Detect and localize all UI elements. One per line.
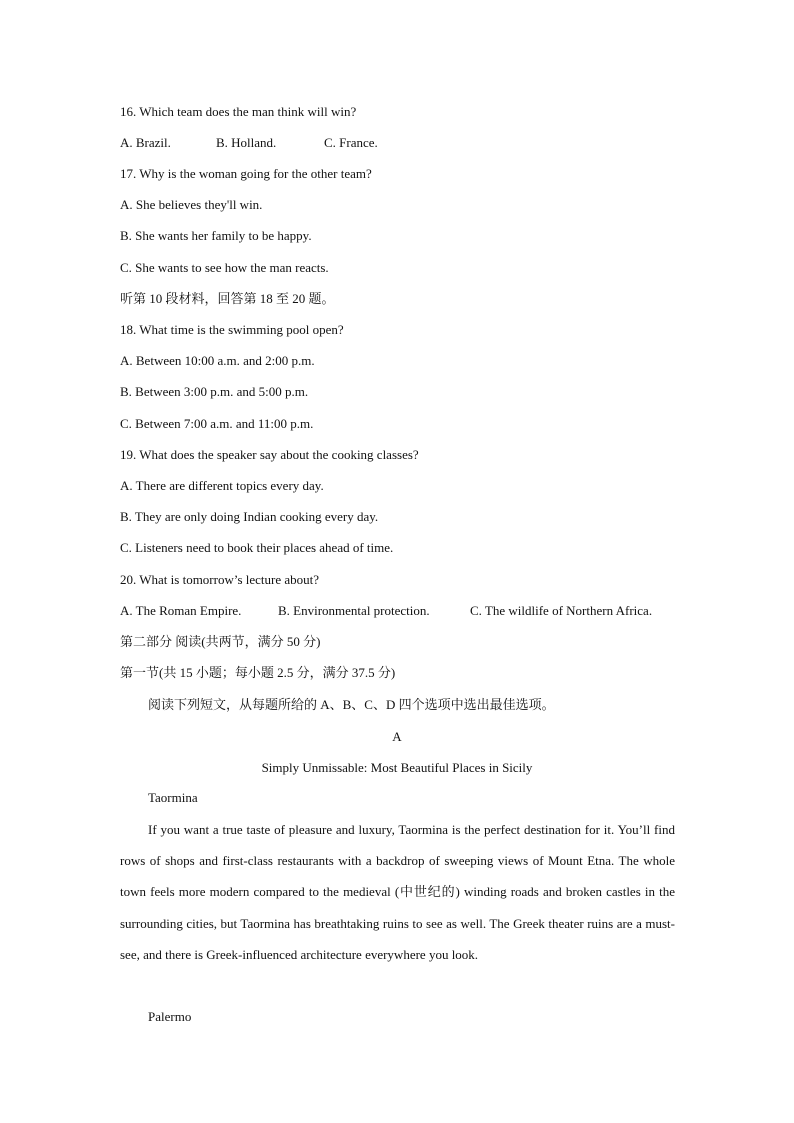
question-16-option-a: A. Brazil. bbox=[120, 135, 171, 150]
question-20-stem: 20. What is tomorrow’s lecture about? bbox=[120, 572, 320, 587]
section-1-heading: 第一节(共 15 小题；每小题 2.5 分，满分 37.5 分) bbox=[120, 665, 396, 680]
question-20-option-c: C. The wildlife of Northern Africa. bbox=[470, 603, 653, 618]
passage-paragraph-taormina bbox=[120, 814, 675, 970]
passage-title: Simply Unmissable: Most Beautiful Places in Sicily bbox=[261, 760, 533, 775]
question-19-option-b: B. They are only doing Indian cooking every day. bbox=[120, 509, 379, 524]
question-17-option-b: B. She wants her family to be happy. bbox=[120, 228, 312, 243]
question-19-stem: 19. What does the speaker say about the cooking classes? bbox=[120, 447, 419, 462]
question-16-option-b: B. Holland. bbox=[216, 135, 277, 150]
question-20-option-b: B. Environmental protection. bbox=[278, 603, 430, 618]
reading-instruction: 阅读下列短文，从每题所给的 A、B、C、D 四个选项中选出最佳选项。 bbox=[148, 697, 555, 712]
question-17-stem: 17. Why is the woman going for the other team? bbox=[120, 166, 372, 181]
passage-letter: A bbox=[392, 729, 402, 744]
part-2-heading: 第二部分 阅读(共两节，满分 50 分) bbox=[120, 634, 321, 649]
question-19-option-a: A. There are different topics every day. bbox=[120, 478, 324, 493]
paragraph-text: If you want a true taste of pleasure and luxury, Taormina is the perfect destination for it. You’ll find rows of shops and first-class restaurants with a backdrop of sweeping views of Mount Etna. The whole town feels more modern compared to the medieval (中世纪的) winding roads and broken castles in the surrounding cities, but Taormina has breathtaking ruins to see as well. The Greek theater ruins are a must-see, and there is Greek-influenced architecture everywhere you look. bbox=[120, 822, 675, 962]
question-18-option-c: C. Between 7:00 a.m. and 11:00 p.m. bbox=[120, 416, 314, 431]
question-17-option-a: A. She believes they'll win. bbox=[120, 197, 263, 212]
question-19-option-c: C. Listeners need to book their places ahead of time. bbox=[120, 540, 394, 555]
question-20-option-a: A. The Roman Empire. bbox=[120, 603, 242, 618]
question-18-option-a: A. Between 10:00 a.m. and 2:00 p.m. bbox=[120, 353, 315, 368]
passage-heading-palermo: Palermo bbox=[148, 1009, 192, 1024]
question-18-stem: 18. What time is the swimming pool open? bbox=[120, 322, 344, 337]
question-17-option-c: C. She wants to see how the man reacts. bbox=[120, 260, 329, 275]
question-16-stem: 16. Which team does the man think will win? bbox=[120, 104, 357, 119]
question-16-option-c: C. France. bbox=[324, 135, 378, 150]
passage-heading-taormina: Taormina bbox=[148, 790, 198, 805]
question-18-option-b: B. Between 3:00 p.m. and 5:00 p.m. bbox=[120, 384, 309, 399]
section-10-heading: 听第 10 段材料，回答第 18 至 20 题。 bbox=[120, 291, 335, 306]
